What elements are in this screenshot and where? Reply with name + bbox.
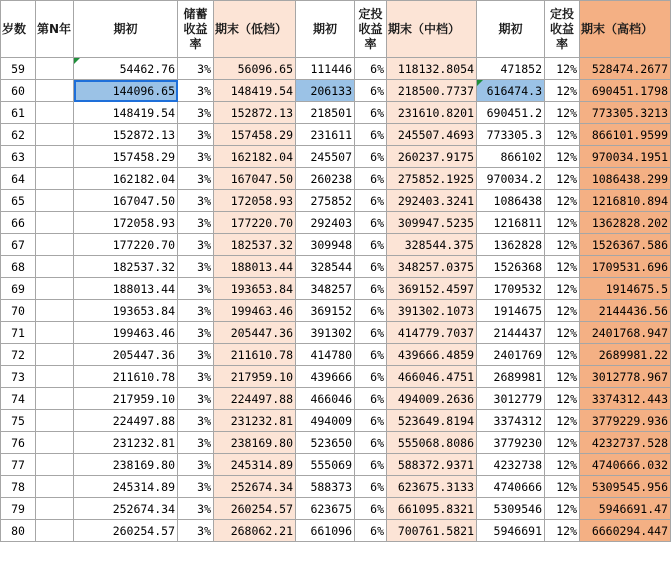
invest-rate-high-cell[interactable]: 12% xyxy=(545,432,580,454)
closing-high-cell[interactable]: 5946691.47 xyxy=(580,498,671,520)
closing-mid-cell[interactable]: 309947.5235 xyxy=(387,212,477,234)
opening-mid-cell[interactable]: 523650 xyxy=(296,432,355,454)
age-cell[interactable]: 80 xyxy=(1,520,36,542)
age-cell[interactable]: 77 xyxy=(1,454,36,476)
invest-rate-mid-cell[interactable]: 6% xyxy=(355,476,387,498)
table-row xyxy=(1,454,671,476)
invest-rate-mid-cell[interactable]: 6% xyxy=(355,212,387,234)
invest-rate-mid-cell[interactable]: 6% xyxy=(355,322,387,344)
opening-savings-cell[interactable]: 217959.10 xyxy=(74,388,178,410)
age-cell[interactable]: 65 xyxy=(1,190,36,212)
table-row xyxy=(1,366,671,388)
closing-mid-cell[interactable]: 328544.375 xyxy=(387,234,477,256)
invest-rate-high-cell[interactable]: 12% xyxy=(545,454,580,476)
opening-mid-cell[interactable]: 494009 xyxy=(296,410,355,432)
invest-rate-mid-cell[interactable]: 6% xyxy=(355,300,387,322)
year-n-cell[interactable] xyxy=(36,278,74,300)
table-row xyxy=(1,190,671,212)
opening-savings-cell[interactable]: 148419.54 xyxy=(74,102,178,124)
closing-high-cell[interactable]: 690451.1798 xyxy=(580,80,671,102)
invest-rate-mid-cell[interactable]: 6% xyxy=(355,80,387,102)
invest-rate-high-cell[interactable]: 12% xyxy=(545,300,580,322)
invest-rate-high-cell[interactable]: 12% xyxy=(545,498,580,520)
opening-savings-cell[interactable]: 162182.04 xyxy=(74,168,178,190)
closing-mid-cell[interactable]: 348257.0375 xyxy=(387,256,477,278)
invest-rate-mid-cell[interactable]: 6% xyxy=(355,278,387,300)
opening-savings-cell[interactable]: 177220.70 xyxy=(74,234,178,256)
savings-rate-cell[interactable]: 3% xyxy=(178,454,214,476)
table-row xyxy=(1,256,671,278)
invest-rate-mid-cell[interactable]: 6% xyxy=(355,168,387,190)
savings-rate-cell[interactable]: 3% xyxy=(178,58,214,80)
invest-rate-mid-cell[interactable]: 6% xyxy=(355,234,387,256)
age-cell[interactable]: 75 xyxy=(1,410,36,432)
opening-mid-cell[interactable]: 111446 xyxy=(296,58,355,80)
closing-low-cell[interactable]: 172058.93 xyxy=(214,190,296,212)
opening-high-cell[interactable]: 1216811 xyxy=(477,212,545,234)
closing-high-cell[interactable]: 1086438.299 xyxy=(580,168,671,190)
invest-rate-high-cell[interactable]: 12% xyxy=(545,278,580,300)
savings-rate-cell[interactable]: 3% xyxy=(178,432,214,454)
age-cell[interactable]: 73 xyxy=(1,366,36,388)
year-n-cell[interactable] xyxy=(36,520,74,542)
closing-low-cell[interactable]: 238169.80 xyxy=(214,432,296,454)
opening-mid-cell[interactable]: 661096 xyxy=(296,520,355,542)
table-row xyxy=(1,432,671,454)
savings-rate-cell[interactable]: 3% xyxy=(178,476,214,498)
opening-savings-cell[interactable]: 252674.34 xyxy=(74,498,178,520)
closing-mid-cell[interactable]: 218500.7737 xyxy=(387,80,477,102)
opening-savings-cell[interactable]: 54462.76 xyxy=(74,58,178,80)
header-closing-high[interactable]: 期末（高档） xyxy=(580,1,671,58)
age-cell[interactable]: 71 xyxy=(1,322,36,344)
savings-rate-cell[interactable]: 3% xyxy=(178,366,214,388)
year-n-cell[interactable] xyxy=(36,256,74,278)
opening-savings-cell[interactable]: 245314.89 xyxy=(74,476,178,498)
age-cell[interactable]: 66 xyxy=(1,212,36,234)
opening-high-cell[interactable]: 5946691 xyxy=(477,520,545,542)
closing-high-cell[interactable]: 970034.1951 xyxy=(580,146,671,168)
closing-high-cell[interactable]: 2689981.22 xyxy=(580,344,671,366)
year-n-cell[interactable] xyxy=(36,190,74,212)
table-row xyxy=(1,212,671,234)
closing-mid-cell[interactable]: 260237.9175 xyxy=(387,146,477,168)
opening-high-cell[interactable]: 2144437 xyxy=(477,322,545,344)
age-cell[interactable]: 72 xyxy=(1,344,36,366)
header-opening[interactable]: 期初 xyxy=(74,1,178,58)
opening-high-cell[interactable]: 970034.2 xyxy=(477,168,545,190)
closing-mid-cell[interactable]: 439666.4859 xyxy=(387,344,477,366)
invest-rate-high-cell[interactable]: 12% xyxy=(545,366,580,388)
opening-savings-cell[interactable]: 188013.44 xyxy=(74,278,178,300)
closing-high-cell[interactable]: 866101.9599 xyxy=(580,124,671,146)
savings-rate-cell[interactable]: 3% xyxy=(178,80,214,102)
savings-rate-cell[interactable]: 3% xyxy=(178,300,214,322)
table-row xyxy=(1,300,671,322)
opening-high-cell[interactable]: 3374312 xyxy=(477,410,545,432)
year-n-cell[interactable] xyxy=(36,498,74,520)
opening-mid-cell[interactable]: 348257 xyxy=(296,278,355,300)
closing-high-cell[interactable]: 4232737.528 xyxy=(580,432,671,454)
table-row xyxy=(1,410,671,432)
header-invest-rate[interactable]: 定投收益率 xyxy=(355,1,387,58)
opening-mid-cell[interactable]: 292403 xyxy=(296,212,355,234)
header-opening[interactable]: 期初 xyxy=(296,1,355,58)
opening-savings-cell[interactable]: 193653.84 xyxy=(74,300,178,322)
closing-high-cell[interactable]: 6660294.447 xyxy=(580,520,671,542)
savings-rate-cell[interactable]: 3% xyxy=(178,190,214,212)
age-cell[interactable]: 63 xyxy=(1,146,36,168)
savings-rate-cell[interactable]: 3% xyxy=(178,124,214,146)
opening-mid-cell[interactable]: 260238 xyxy=(296,168,355,190)
year-n-cell[interactable] xyxy=(36,102,74,124)
opening-mid-cell[interactable]: 218501 xyxy=(296,102,355,124)
opening-savings-cell[interactable]: 157458.29 xyxy=(74,146,178,168)
invest-rate-mid-cell[interactable]: 6% xyxy=(355,454,387,476)
year-n-cell[interactable] xyxy=(36,388,74,410)
header-age[interactable]: 岁数 xyxy=(1,1,36,58)
savings-rate-cell[interactable]: 3% xyxy=(178,168,214,190)
year-n-cell[interactable] xyxy=(36,454,74,476)
opening-high-cell[interactable]: 1709532 xyxy=(477,278,545,300)
year-n-cell[interactable] xyxy=(36,146,74,168)
invest-rate-high-cell[interactable]: 12% xyxy=(545,410,580,432)
opening-mid-cell[interactable]: 231611 xyxy=(296,124,355,146)
table-row xyxy=(1,234,671,256)
closing-low-cell[interactable]: 152872.13 xyxy=(214,102,296,124)
invest-rate-mid-cell[interactable]: 6% xyxy=(355,520,387,542)
closing-mid-cell[interactable]: 661095.8321 xyxy=(387,498,477,520)
closing-low-cell[interactable]: 56096.65 xyxy=(214,58,296,80)
closing-mid-cell[interactable]: 555068.8086 xyxy=(387,432,477,454)
age-cell[interactable]: 70 xyxy=(1,300,36,322)
closing-high-cell[interactable]: 3012778.967 xyxy=(580,366,671,388)
invest-rate-high-cell[interactable]: 12% xyxy=(545,102,580,124)
closing-low-cell[interactable]: 211610.78 xyxy=(214,344,296,366)
invest-rate-high-cell[interactable]: 12% xyxy=(545,344,580,366)
table-row xyxy=(1,476,671,498)
closing-mid-cell[interactable]: 623675.3133 xyxy=(387,476,477,498)
opening-high-cell[interactable]: 471852 xyxy=(477,58,545,80)
age-cell[interactable]: 74 xyxy=(1,388,36,410)
opening-high-cell[interactable]: 690451.2 xyxy=(477,102,545,124)
closing-high-cell[interactable]: 3779229.936 xyxy=(580,410,671,432)
invest-rate-mid-cell[interactable]: 6% xyxy=(355,190,387,212)
opening-mid-cell[interactable]: 555069 xyxy=(296,454,355,476)
year-n-cell[interactable] xyxy=(36,124,74,146)
opening-high-cell[interactable]: 1914675 xyxy=(477,300,545,322)
closing-low-cell[interactable]: 193653.84 xyxy=(214,278,296,300)
opening-high-cell[interactable]: 616474.3 xyxy=(477,80,545,102)
year-n-cell[interactable] xyxy=(36,366,74,388)
opening-high-cell[interactable]: 2401769 xyxy=(477,344,545,366)
opening-mid-cell[interactable]: 369152 xyxy=(296,300,355,322)
closing-mid-cell[interactable]: 245507.4693 xyxy=(387,124,477,146)
savings-rate-cell[interactable]: 3% xyxy=(178,344,214,366)
closing-high-cell[interactable]: 3374312.443 xyxy=(580,388,671,410)
invest-rate-mid-cell[interactable]: 6% xyxy=(355,58,387,80)
age-cell[interactable]: 67 xyxy=(1,234,36,256)
age-cell[interactable]: 76 xyxy=(1,432,36,454)
header-year-n[interactable]: 第N年 xyxy=(36,1,74,58)
opening-savings-cell[interactable]: 224497.88 xyxy=(74,410,178,432)
closing-high-cell[interactable]: 1362828.202 xyxy=(580,212,671,234)
table-row xyxy=(1,278,671,300)
age-cell[interactable]: 64 xyxy=(1,168,36,190)
opening-savings-cell[interactable]: 152872.13 xyxy=(74,124,178,146)
savings-rate-cell[interactable]: 3% xyxy=(178,322,214,344)
invest-rate-high-cell[interactable]: 12% xyxy=(545,256,580,278)
opening-mid-cell[interactable]: 414780 xyxy=(296,344,355,366)
closing-mid-cell[interactable]: 231610.8201 xyxy=(387,102,477,124)
year-n-cell[interactable] xyxy=(36,322,74,344)
age-cell[interactable]: 60 xyxy=(1,80,36,102)
opening-high-cell[interactable]: 2689981 xyxy=(477,366,545,388)
opening-savings-cell[interactable]: 167047.50 xyxy=(74,190,178,212)
opening-savings-cell[interactable]: 205447.36 xyxy=(74,344,178,366)
closing-high-cell[interactable]: 528474.2677 xyxy=(580,58,671,80)
age-cell[interactable]: 61 xyxy=(1,102,36,124)
opening-high-cell[interactable]: 773305.3 xyxy=(477,124,545,146)
table-row xyxy=(1,498,671,520)
invest-rate-high-cell[interactable]: 12% xyxy=(545,58,580,80)
closing-low-cell[interactable]: 224497.88 xyxy=(214,388,296,410)
opening-savings-cell[interactable]: 172058.93 xyxy=(74,212,178,234)
invest-rate-mid-cell[interactable]: 6% xyxy=(355,146,387,168)
invest-rate-high-cell[interactable]: 12% xyxy=(545,168,580,190)
savings-rate-cell[interactable]: 3% xyxy=(178,102,214,124)
closing-low-cell[interactable]: 188013.44 xyxy=(214,256,296,278)
closing-mid-cell[interactable]: 369152.4597 xyxy=(387,278,477,300)
invest-rate-mid-cell[interactable]: 6% xyxy=(355,256,387,278)
opening-savings-cell[interactable]: 211610.78 xyxy=(74,366,178,388)
opening-high-cell[interactable]: 4740666 xyxy=(477,476,545,498)
invest-rate-high-cell[interactable]: 12% xyxy=(545,388,580,410)
year-n-cell[interactable] xyxy=(36,300,74,322)
opening-mid-cell[interactable]: 588373 xyxy=(296,476,355,498)
savings-rate-cell[interactable]: 3% xyxy=(178,388,214,410)
year-n-cell[interactable] xyxy=(36,58,74,80)
age-cell[interactable]: 69 xyxy=(1,278,36,300)
opening-mid-cell[interactable]: 275852 xyxy=(296,190,355,212)
opening-savings-cell[interactable]: 199463.46 xyxy=(74,322,178,344)
invest-rate-mid-cell[interactable]: 6% xyxy=(355,102,387,124)
closing-high-cell[interactable]: 1526367.586 xyxy=(580,234,671,256)
invest-rate-high-cell[interactable]: 12% xyxy=(545,322,580,344)
closing-mid-cell[interactable]: 391302.1073 xyxy=(387,300,477,322)
closing-mid-cell[interactable]: 523649.8194 xyxy=(387,410,477,432)
opening-high-cell[interactable]: 3012779 xyxy=(477,388,545,410)
closing-mid-cell[interactable]: 494009.2636 xyxy=(387,388,477,410)
closing-low-cell[interactable]: 205447.36 xyxy=(214,322,296,344)
opening-high-cell[interactable]: 5309546 xyxy=(477,498,545,520)
savings-rate-cell[interactable]: 3% xyxy=(178,278,214,300)
closing-mid-cell[interactable]: 292403.3241 xyxy=(387,190,477,212)
table-row xyxy=(1,58,671,80)
invest-rate-high-cell[interactable]: 12% xyxy=(545,124,580,146)
opening-high-cell[interactable]: 3779230 xyxy=(477,432,545,454)
opening-high-cell[interactable]: 1526368 xyxy=(477,256,545,278)
year-n-cell[interactable] xyxy=(36,432,74,454)
age-cell[interactable]: 79 xyxy=(1,498,36,520)
invest-rate-high-cell[interactable]: 12% xyxy=(545,190,580,212)
closing-low-cell[interactable]: 157458.29 xyxy=(214,124,296,146)
year-n-cell[interactable] xyxy=(36,234,74,256)
year-n-cell[interactable] xyxy=(36,212,74,234)
invest-rate-mid-cell[interactable]: 6% xyxy=(355,344,387,366)
savings-rate-cell[interactable]: 3% xyxy=(178,410,214,432)
savings-rate-cell[interactable]: 3% xyxy=(178,498,214,520)
invest-rate-mid-cell[interactable]: 6% xyxy=(355,498,387,520)
opening-savings-cell[interactable]: 238169.80 xyxy=(74,454,178,476)
opening-savings-cell[interactable]: 231232.81 xyxy=(74,432,178,454)
year-n-cell[interactable] xyxy=(36,410,74,432)
closing-low-cell[interactable]: 245314.89 xyxy=(214,454,296,476)
closing-high-cell[interactable]: 1216810.894 xyxy=(580,190,671,212)
closing-high-cell[interactable]: 2401768.947 xyxy=(580,322,671,344)
opening-mid-cell[interactable]: 466046 xyxy=(296,388,355,410)
opening-mid-cell[interactable]: 245507 xyxy=(296,146,355,168)
header-closing-mid[interactable]: 期末（中档） xyxy=(387,1,477,58)
closing-low-cell[interactable]: 231232.81 xyxy=(214,410,296,432)
invest-rate-high-cell[interactable]: 12% xyxy=(545,476,580,498)
year-n-cell[interactable] xyxy=(36,344,74,366)
closing-mid-cell[interactable]: 414779.7037 xyxy=(387,322,477,344)
header-invest-rate[interactable]: 定投收益率 xyxy=(545,1,580,58)
opening-mid-cell[interactable]: 439666 xyxy=(296,366,355,388)
table-row xyxy=(1,388,671,410)
opening-mid-cell[interactable]: 623675 xyxy=(296,498,355,520)
closing-mid-cell[interactable]: 118132.8054 xyxy=(387,58,477,80)
closing-high-cell[interactable]: 773305.3213 xyxy=(580,102,671,124)
opening-savings-cell[interactable]: 182537.32 xyxy=(74,256,178,278)
closing-high-cell[interactable]: 5309545.956 xyxy=(580,476,671,498)
opening-high-cell[interactable]: 866102 xyxy=(477,146,545,168)
age-cell[interactable]: 68 xyxy=(1,256,36,278)
opening-high-cell[interactable]: 1086438 xyxy=(477,190,545,212)
closing-low-cell[interactable]: 167047.50 xyxy=(214,168,296,190)
savings-rate-cell[interactable]: 3% xyxy=(178,234,214,256)
invest-rate-mid-cell[interactable]: 6% xyxy=(355,366,387,388)
closing-mid-cell[interactable]: 466046.4751 xyxy=(387,366,477,388)
year-n-cell[interactable] xyxy=(36,80,74,102)
closing-high-cell[interactable]: 4740666.032 xyxy=(580,454,671,476)
invest-rate-high-cell[interactable]: 12% xyxy=(545,80,580,102)
opening-savings-cell[interactable]: 144096.65 xyxy=(74,80,178,102)
header-closing-low[interactable]: 期末（低档） xyxy=(214,1,296,58)
savings-rate-cell[interactable]: 3% xyxy=(178,520,214,542)
invest-rate-high-cell[interactable]: 12% xyxy=(545,520,580,542)
age-cell[interactable]: 62 xyxy=(1,124,36,146)
closing-low-cell[interactable]: 177220.70 xyxy=(214,212,296,234)
table-row xyxy=(1,80,671,102)
table-row xyxy=(1,168,671,190)
header-row xyxy=(1,1,671,58)
savings-rate-cell[interactable]: 3% xyxy=(178,256,214,278)
opening-mid-cell[interactable]: 391302 xyxy=(296,322,355,344)
closing-low-cell[interactable]: 260254.57 xyxy=(214,498,296,520)
closing-low-cell[interactable]: 252674.34 xyxy=(214,476,296,498)
invest-rate-mid-cell[interactable]: 6% xyxy=(355,124,387,146)
invest-rate-high-cell[interactable]: 12% xyxy=(545,234,580,256)
table-row xyxy=(1,124,671,146)
savings-rate-cell[interactable]: 3% xyxy=(178,146,214,168)
opening-high-cell[interactable]: 1362828 xyxy=(477,234,545,256)
closing-low-cell[interactable]: 148419.54 xyxy=(214,80,296,102)
table-row xyxy=(1,146,671,168)
opening-mid-cell[interactable]: 206133 xyxy=(296,80,355,102)
year-n-cell[interactable] xyxy=(36,476,74,498)
invest-rate-mid-cell[interactable]: 6% xyxy=(355,410,387,432)
invest-rate-mid-cell[interactable]: 6% xyxy=(355,432,387,454)
header-opening[interactable]: 期初 xyxy=(477,1,545,58)
closing-mid-cell[interactable]: 588372.9371 xyxy=(387,454,477,476)
closing-low-cell[interactable]: 162182.04 xyxy=(214,146,296,168)
year-n-cell[interactable] xyxy=(36,168,74,190)
closing-high-cell[interactable]: 1709531.696 xyxy=(580,256,671,278)
closing-low-cell[interactable]: 217959.10 xyxy=(214,366,296,388)
invest-rate-high-cell[interactable]: 12% xyxy=(545,146,580,168)
table-row xyxy=(1,102,671,124)
closing-low-cell[interactable]: 182537.32 xyxy=(214,234,296,256)
table-row xyxy=(1,322,671,344)
table-row xyxy=(1,344,671,366)
opening-mid-cell[interactable]: 328544 xyxy=(296,256,355,278)
table-row xyxy=(1,520,671,542)
closing-mid-cell[interactable]: 700761.5821 xyxy=(387,520,477,542)
age-cell[interactable]: 59 xyxy=(1,58,36,80)
closing-low-cell[interactable]: 199463.46 xyxy=(214,300,296,322)
opening-high-cell[interactable]: 4232738 xyxy=(477,454,545,476)
savings-rate-cell[interactable]: 3% xyxy=(178,212,214,234)
closing-low-cell[interactable]: 268062.21 xyxy=(214,520,296,542)
age-cell[interactable]: 78 xyxy=(1,476,36,498)
header-savings-rate[interactable]: 储蓄收益率 xyxy=(178,1,214,58)
opening-savings-cell[interactable]: 260254.57 xyxy=(74,520,178,542)
invest-rate-high-cell[interactable]: 12% xyxy=(545,212,580,234)
opening-mid-cell[interactable]: 309948 xyxy=(296,234,355,256)
closing-high-cell[interactable]: 2144436.56 xyxy=(580,300,671,322)
invest-rate-mid-cell[interactable]: 6% xyxy=(355,388,387,410)
closing-mid-cell[interactable]: 275852.1925 xyxy=(387,168,477,190)
closing-high-cell[interactable]: 1914675.5 xyxy=(580,278,671,300)
